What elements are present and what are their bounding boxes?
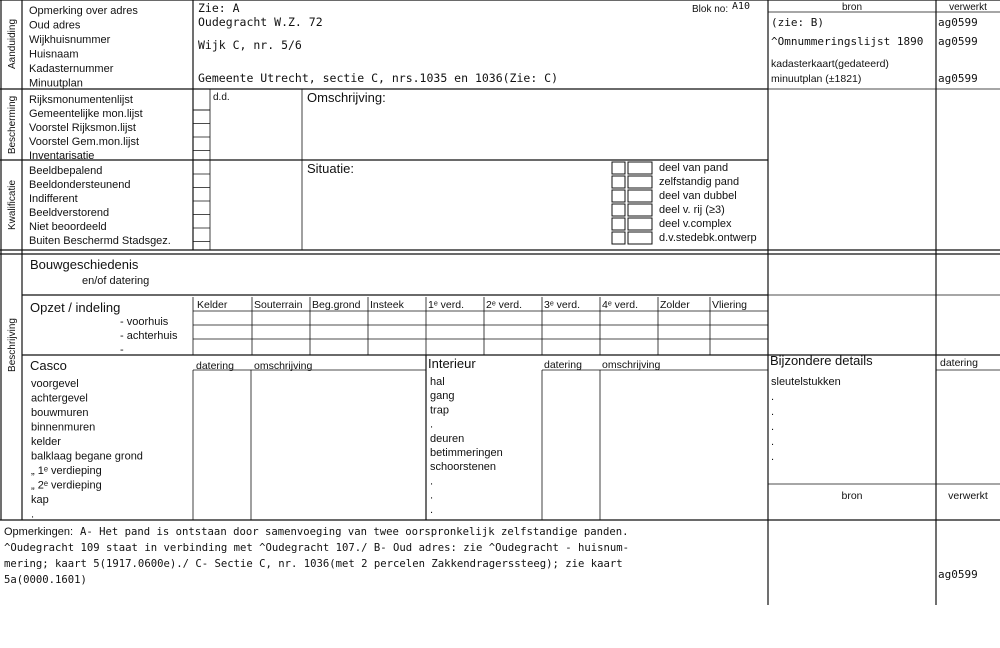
identification-label: Opmerking over adres <box>29 5 138 17</box>
opzet-row-label: - <box>120 344 124 356</box>
situatie-checkbox[interactable] <box>612 190 625 202</box>
blok-label: Blok no: <box>692 4 729 15</box>
situatie-label: Situatie: <box>307 161 354 176</box>
bijzondere-datering: datering <box>940 357 978 369</box>
interieur-item: deuren <box>430 432 465 445</box>
situatie-option: d.v.stedebk.ontwerp <box>659 232 757 244</box>
interieur-omschrijving: omschrijving <box>602 359 661 371</box>
interieur-item: . <box>430 418 434 431</box>
datering-label: en/of datering <box>82 275 150 287</box>
situatie-checkbox[interactable] <box>612 176 625 188</box>
bescherming-item: Voorstel Rijksmon.lijst <box>29 122 136 134</box>
casco-item: achtergevel <box>31 392 88 405</box>
bouwgeschiedenis-label: Bouwgeschiedenis <box>30 257 139 272</box>
source-bron: kadasterkaart(gedateerd) <box>771 58 889 70</box>
source-bron: (zie: B) <box>771 16 824 29</box>
bescherming-item: Inventarisatie <box>29 150 95 162</box>
bron-header: bron <box>841 2 863 13</box>
opzet-column-header: Beg.grond <box>312 299 361 311</box>
opzet-column-header: Kelder <box>197 299 228 311</box>
opzet-label: Opzet / indeling <box>30 300 121 315</box>
situatie-option: deel van dubbel <box>659 190 737 202</box>
kwalificatie-item: Buiten Beschermd Stadsgez. <box>29 235 171 247</box>
opzet-row-label: - voorhuis <box>120 316 169 328</box>
casco-item: „ 2ᵉ verdieping <box>31 479 102 492</box>
source-verwerkt: ag0599 <box>938 16 978 29</box>
source-verwerkt: ag0599 <box>938 72 978 85</box>
casco-item: balklaag begane grond <box>31 450 143 463</box>
interieur-item: schoorstenen <box>430 461 497 474</box>
casco-item: voorgevel <box>31 378 79 390</box>
identification-label: Minuutplan <box>29 77 83 90</box>
opmerkingen-label: Opmerkingen: <box>4 526 74 538</box>
section-label-beschrijving: Beschrijving <box>7 318 18 372</box>
omschrijving-label: Omschrijving: <box>307 90 386 105</box>
source-bron: minuutplan (±1821) <box>771 73 862 85</box>
interieur-item: gang <box>430 390 455 403</box>
identification-label: Oud adres <box>29 19 81 32</box>
identification-label: Wijkhuisnummer <box>29 34 111 46</box>
bijzondere-item: . <box>771 391 775 403</box>
situatie-checkbox[interactable] <box>612 162 625 174</box>
old-address-value: Oudegracht W.Z. 72 <box>198 15 323 29</box>
opzet-column-header: Zolder <box>660 299 690 311</box>
opmerkingen-line: A- Het pand is ontstaan door samenvoeging van twee oorspronkelijk zelfstandige panden. <box>80 526 629 538</box>
casco-item: bouwmuren <box>31 407 89 419</box>
section-label-bescherming: Bescherming <box>7 95 18 155</box>
blok-value: A10 <box>732 1 751 12</box>
kwalificatie-item: Beeldbepalend <box>29 165 103 177</box>
situatie-option: deel v.complex <box>659 218 732 230</box>
kwalificatie-item: Indifferent <box>29 193 78 205</box>
bijzondere-item: . <box>771 436 775 448</box>
opzet-column-header: 3ᵉ verd. <box>544 299 581 311</box>
opzet-column-header: 2ᵉ verd. <box>486 299 523 311</box>
casco-omschrijving: omschrijving <box>254 360 313 372</box>
interieur-item: trap <box>430 404 449 417</box>
casco-item: kelder <box>31 436 61 448</box>
opmerkingen-line: 5a(0000.1601) <box>4 574 87 586</box>
identification-label: Huisnaam <box>29 48 79 61</box>
situatie-icon <box>628 162 652 174</box>
bijzondere-verwerkt: verwerkt <box>948 490 988 502</box>
bijzondere-item: . <box>771 451 775 463</box>
section-label-kwalificatie: Kwalificatie <box>7 179 18 231</box>
interieur-title: Interieur <box>428 356 476 371</box>
situatie-icon <box>628 218 652 230</box>
interieur-item: . <box>430 489 434 502</box>
opmerkingen-verwerkt: ag0599 <box>938 568 978 581</box>
opmerkingen-line: mering; kaart 5(1917.0600e)./ C- Sectie C, nr. 1036(met 2 percelen Zakkendragerssteeg); zie kaart <box>4 558 623 570</box>
casco-datering: datering <box>196 360 234 372</box>
interieur-datering: datering <box>544 359 582 371</box>
casco-title: Casco <box>30 358 67 373</box>
dd-label: d.d. <box>213 92 230 103</box>
bijzondere-title: Bijzondere details <box>770 353 873 368</box>
section-label-aanduiding: Aanduiding <box>7 18 18 70</box>
situatie-icon <box>628 190 652 202</box>
opzet-column-header: 4ᵉ verd. <box>602 299 639 311</box>
situatie-icon <box>628 176 652 188</box>
casco-item: . <box>31 508 35 521</box>
bijzondere-item: . <box>771 421 775 433</box>
situatie-option: deel v. rij (≥3) <box>659 204 725 216</box>
identification-label: Kadasternummer <box>29 63 114 75</box>
opzet-row-label: - achterhuis <box>120 330 178 342</box>
casco-item: kap <box>31 494 49 506</box>
situatie-checkbox[interactable] <box>612 232 625 244</box>
opmerkingen-line: ^Oudegracht 109 staat in verbinding met ^Oudegracht 107./ B- Oud adres: zie ^Oudegracht - huisnum- <box>4 542 630 554</box>
situatie-icon <box>628 232 652 244</box>
opzet-column-header: Insteek <box>370 299 404 311</box>
opzet-column-header: Souterrain <box>254 299 303 311</box>
kwalificatie-item: Beeldondersteunend <box>29 179 131 191</box>
bijzondere-bron: bron <box>841 490 863 502</box>
bijzondere-item: sleutelstukken <box>771 376 841 388</box>
interieur-item: betimmeringen <box>430 447 503 459</box>
wijk-value: Wijk C, nr. 5/6 <box>198 38 302 52</box>
interieur-item: . <box>430 503 434 516</box>
kwalificatie-item: Beeldverstorend <box>29 207 110 219</box>
situatie-checkbox[interactable] <box>612 204 625 216</box>
kadaster-value: Gemeente Utrecht, sectie C, nrs.1035 en 1036(Zie: C) <box>198 71 559 85</box>
bescherming-item: Voorstel Gem.mon.lijst <box>29 136 140 148</box>
kwalificatie-item: Niet beoordeeld <box>29 221 107 233</box>
bescherming-item: Rijksmonumentenlijst <box>29 94 133 106</box>
bescherming-item: Gemeentelijke mon.lijst <box>29 108 143 120</box>
casco-item: binnenmuren <box>31 421 96 434</box>
situatie-option: deel van pand <box>659 162 729 174</box>
casco-item: „ 1ᵉ verdieping <box>31 465 102 477</box>
remark-value: Zie: A <box>198 1 240 15</box>
source-verwerkt: ag0599 <box>938 35 978 48</box>
situatie-icon <box>628 204 652 216</box>
interieur-item: . <box>430 475 434 488</box>
interieur-item: hal <box>430 376 445 388</box>
opzet-column-header: 1ᵉ verd. <box>428 299 465 311</box>
verwerkt-header: verwerkt <box>949 2 987 13</box>
situatie-option: zelfstandig pand <box>659 176 740 188</box>
bijzondere-item: . <box>771 406 775 418</box>
opzet-column-header: Vliering <box>712 299 748 311</box>
situatie-checkbox[interactable] <box>612 218 625 230</box>
source-bron: ^Omnummeringslijst 1890 <box>771 35 924 48</box>
